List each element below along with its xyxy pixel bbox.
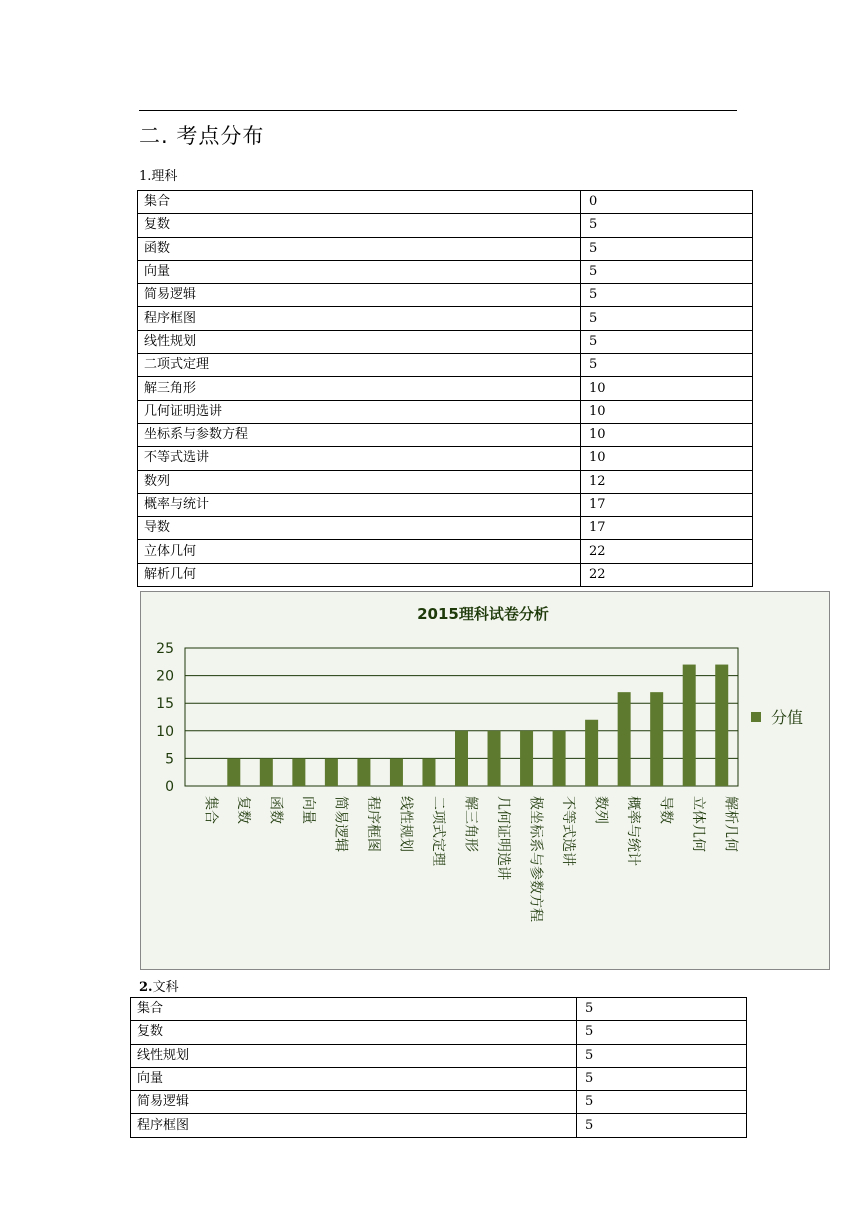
score-cell: 5 [577,1044,747,1067]
y-tick-label: 15 [156,696,174,713]
score-cell: 22 [581,563,753,586]
x-tick-label: 导数 [657,796,674,824]
score-cell: 5 [581,284,753,307]
topic-cell: 简易逻辑 [131,1091,577,1114]
topic-cell: 不等式选讲 [138,447,581,470]
table-row [131,1021,747,1044]
topic-cell: 复数 [138,214,581,237]
table-row [138,470,753,493]
bar [260,758,273,786]
score-cell: 5 [577,1021,747,1044]
topic-cell: 简易逻辑 [138,284,581,307]
bar [357,758,370,786]
bar [292,758,305,786]
legend-swatch [751,712,761,722]
topic-cell: 二项式定理 [138,354,581,377]
score-cell: 5 [581,237,753,260]
table-row [131,1044,747,1067]
table-row [138,377,753,400]
topic-cell: 概率与统计 [138,493,581,516]
table-row [131,1067,747,1090]
score-cell: 5 [577,1091,747,1114]
x-tick-label: 概率与统计 [625,796,642,866]
x-tick-label: 函数 [267,796,284,824]
subsection-arts-heading [139,976,179,995]
topic-cell: 解三角形 [138,377,581,400]
topic-cell: 函数 [138,237,581,260]
topic-cell: 几何证明选讲 [138,400,581,423]
bar [553,731,566,786]
score-cell: 10 [581,447,753,470]
table-row [131,998,747,1021]
subsection-arts-number: 2. [139,980,153,995]
section-title: 二. 考点分布 [139,124,265,148]
topic-cell: 向量 [131,1067,577,1090]
topic-cell: 坐标系与参数方程 [138,423,581,446]
table-row [138,354,753,377]
x-tick-label: 集合 [202,796,219,824]
table-row [138,423,753,446]
topic-cell: 程序框图 [131,1114,577,1137]
score-cell: 12 [581,470,753,493]
score-cell: 5 [577,998,747,1021]
x-tick-label: 复数 [234,796,251,824]
bar [390,758,403,786]
topic-cell: 向量 [138,260,581,283]
table-row [138,237,753,260]
chart-title: 2015理科试卷分析 [417,605,549,623]
topic-cell: 集合 [131,998,577,1021]
bar [227,758,240,786]
score-cell: 17 [581,493,753,516]
header-rule [139,110,737,111]
science-score-chart [140,591,830,970]
arts-score-table [130,997,747,1138]
table-row [138,400,753,423]
bar [325,758,338,786]
topic-cell: 复数 [131,1021,577,1044]
table-row [138,191,753,214]
table-row [138,447,753,470]
score-cell: 0 [581,191,753,214]
x-tick-label: 立体几何 [690,796,707,852]
bar [455,731,468,786]
bar [585,720,598,786]
table-row [138,563,753,586]
x-tick-label: 解三角形 [462,796,479,852]
topic-cell: 数列 [138,470,581,493]
y-tick-label: 10 [156,723,174,740]
topic-cell: 解析几何 [138,563,581,586]
y-tick-label: 0 [165,779,174,795]
x-tick-label: 二项式定理 [429,796,446,866]
topic-cell: 程序框图 [138,307,581,330]
bar [488,731,501,786]
y-tick-label: 5 [165,751,174,768]
x-tick-label: 简易逻辑 [332,796,349,852]
x-tick-label: 程序框图 [364,796,381,852]
score-cell: 10 [581,423,753,446]
x-tick-label: 几何证明选讲 [495,796,512,880]
score-cell: 22 [581,540,753,563]
x-tick-label: 线性规划 [397,796,414,852]
table-row [138,284,753,307]
score-cell: 5 [581,260,753,283]
science-score-table [137,190,753,587]
bar [618,692,631,786]
score-cell: 5 [581,214,753,237]
table-row [131,1114,747,1137]
table-row [138,214,753,237]
bar [683,665,696,786]
table-row [138,307,753,330]
score-cell: 5 [581,354,753,377]
topic-cell: 线性规划 [131,1044,577,1067]
table-row [138,540,753,563]
x-tick-label: 向量 [299,796,316,824]
score-cell: 5 [577,1114,747,1137]
score-cell: 5 [581,330,753,353]
table-row [138,517,753,540]
x-tick-label: 数列 [592,796,609,824]
legend-label: 分值 [771,708,804,727]
x-tick-label: 解析几何 [722,796,739,852]
score-cell: 5 [581,307,753,330]
bar [520,731,533,786]
score-cell: 10 [581,400,753,423]
topic-cell: 集合 [138,191,581,214]
bar [650,692,663,786]
topic-cell: 导数 [138,517,581,540]
score-cell: 10 [581,377,753,400]
score-cell: 17 [581,517,753,540]
y-tick-label: 20 [156,668,174,685]
subsection-science-heading: 1.理科 [139,169,178,184]
score-cell: 5 [577,1067,747,1090]
table-row [138,260,753,283]
y-tick-label: 25 [156,641,174,657]
x-tick-label: 不等式选讲 [560,796,577,866]
bar [422,758,435,786]
table-row [138,330,753,353]
bar [715,665,728,786]
topic-cell: 立体几何 [138,540,581,563]
table-row [138,493,753,516]
x-tick-label: 极坐标系与参数方程 [527,796,544,922]
subsection-arts-label: 文科 [152,980,179,995]
topic-cell: 线性规划 [138,330,581,353]
table-row [131,1091,747,1114]
